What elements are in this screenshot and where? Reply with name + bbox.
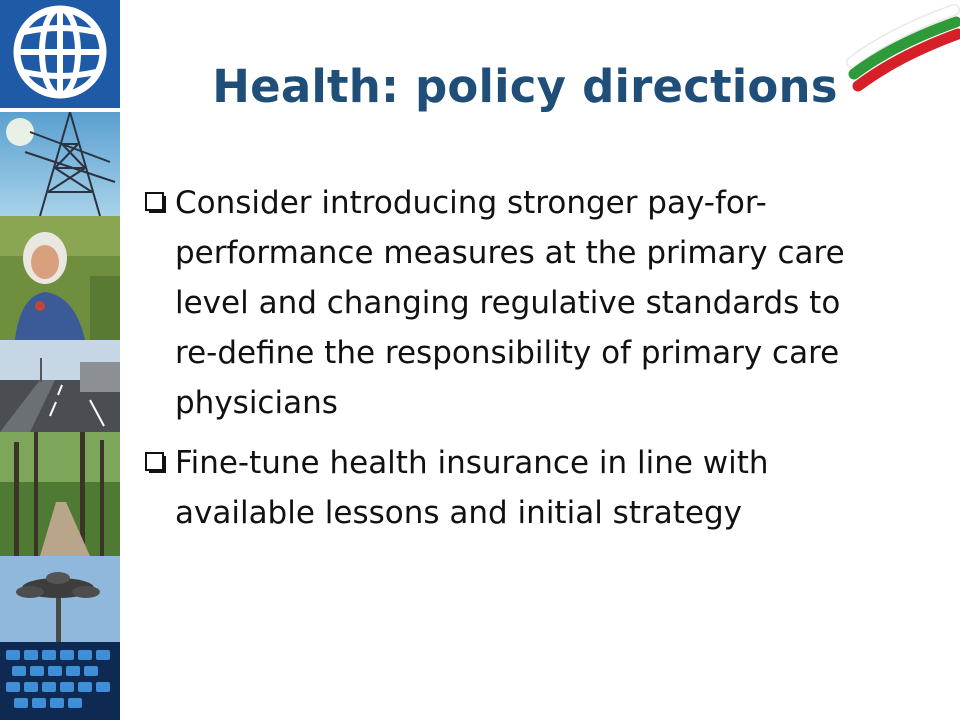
- bullet-text: Consider introducing stronger pay-for-performance measures at the primary care level and changing regulative standards to re-define the responsibility of primary care physicians: [175, 185, 845, 421]
- bulgarian-flag-brush: [842, 2, 960, 98]
- farmer-woman-photo: [0, 216, 120, 340]
- power-tower-photo: [0, 112, 120, 216]
- checkbox-bullet-icon: [145, 192, 167, 214]
- bullet-item: [145, 438, 885, 538]
- bullet-text: Fine-tune health insurance in line with available lessons and initial strategy: [175, 445, 769, 531]
- checkbox-bullet-icon: [145, 452, 167, 474]
- forest-path-photo: [0, 432, 120, 556]
- globe-logo: [0, 0, 120, 112]
- highway-photo: [0, 340, 120, 432]
- street-lamp-photo: [0, 556, 120, 642]
- left-photo-strip: [0, 0, 120, 720]
- bullet-item: [145, 178, 885, 428]
- bullet-list: [145, 178, 885, 548]
- keyboard-photo: [0, 642, 120, 720]
- slide-title: Health: policy directions: [212, 60, 838, 113]
